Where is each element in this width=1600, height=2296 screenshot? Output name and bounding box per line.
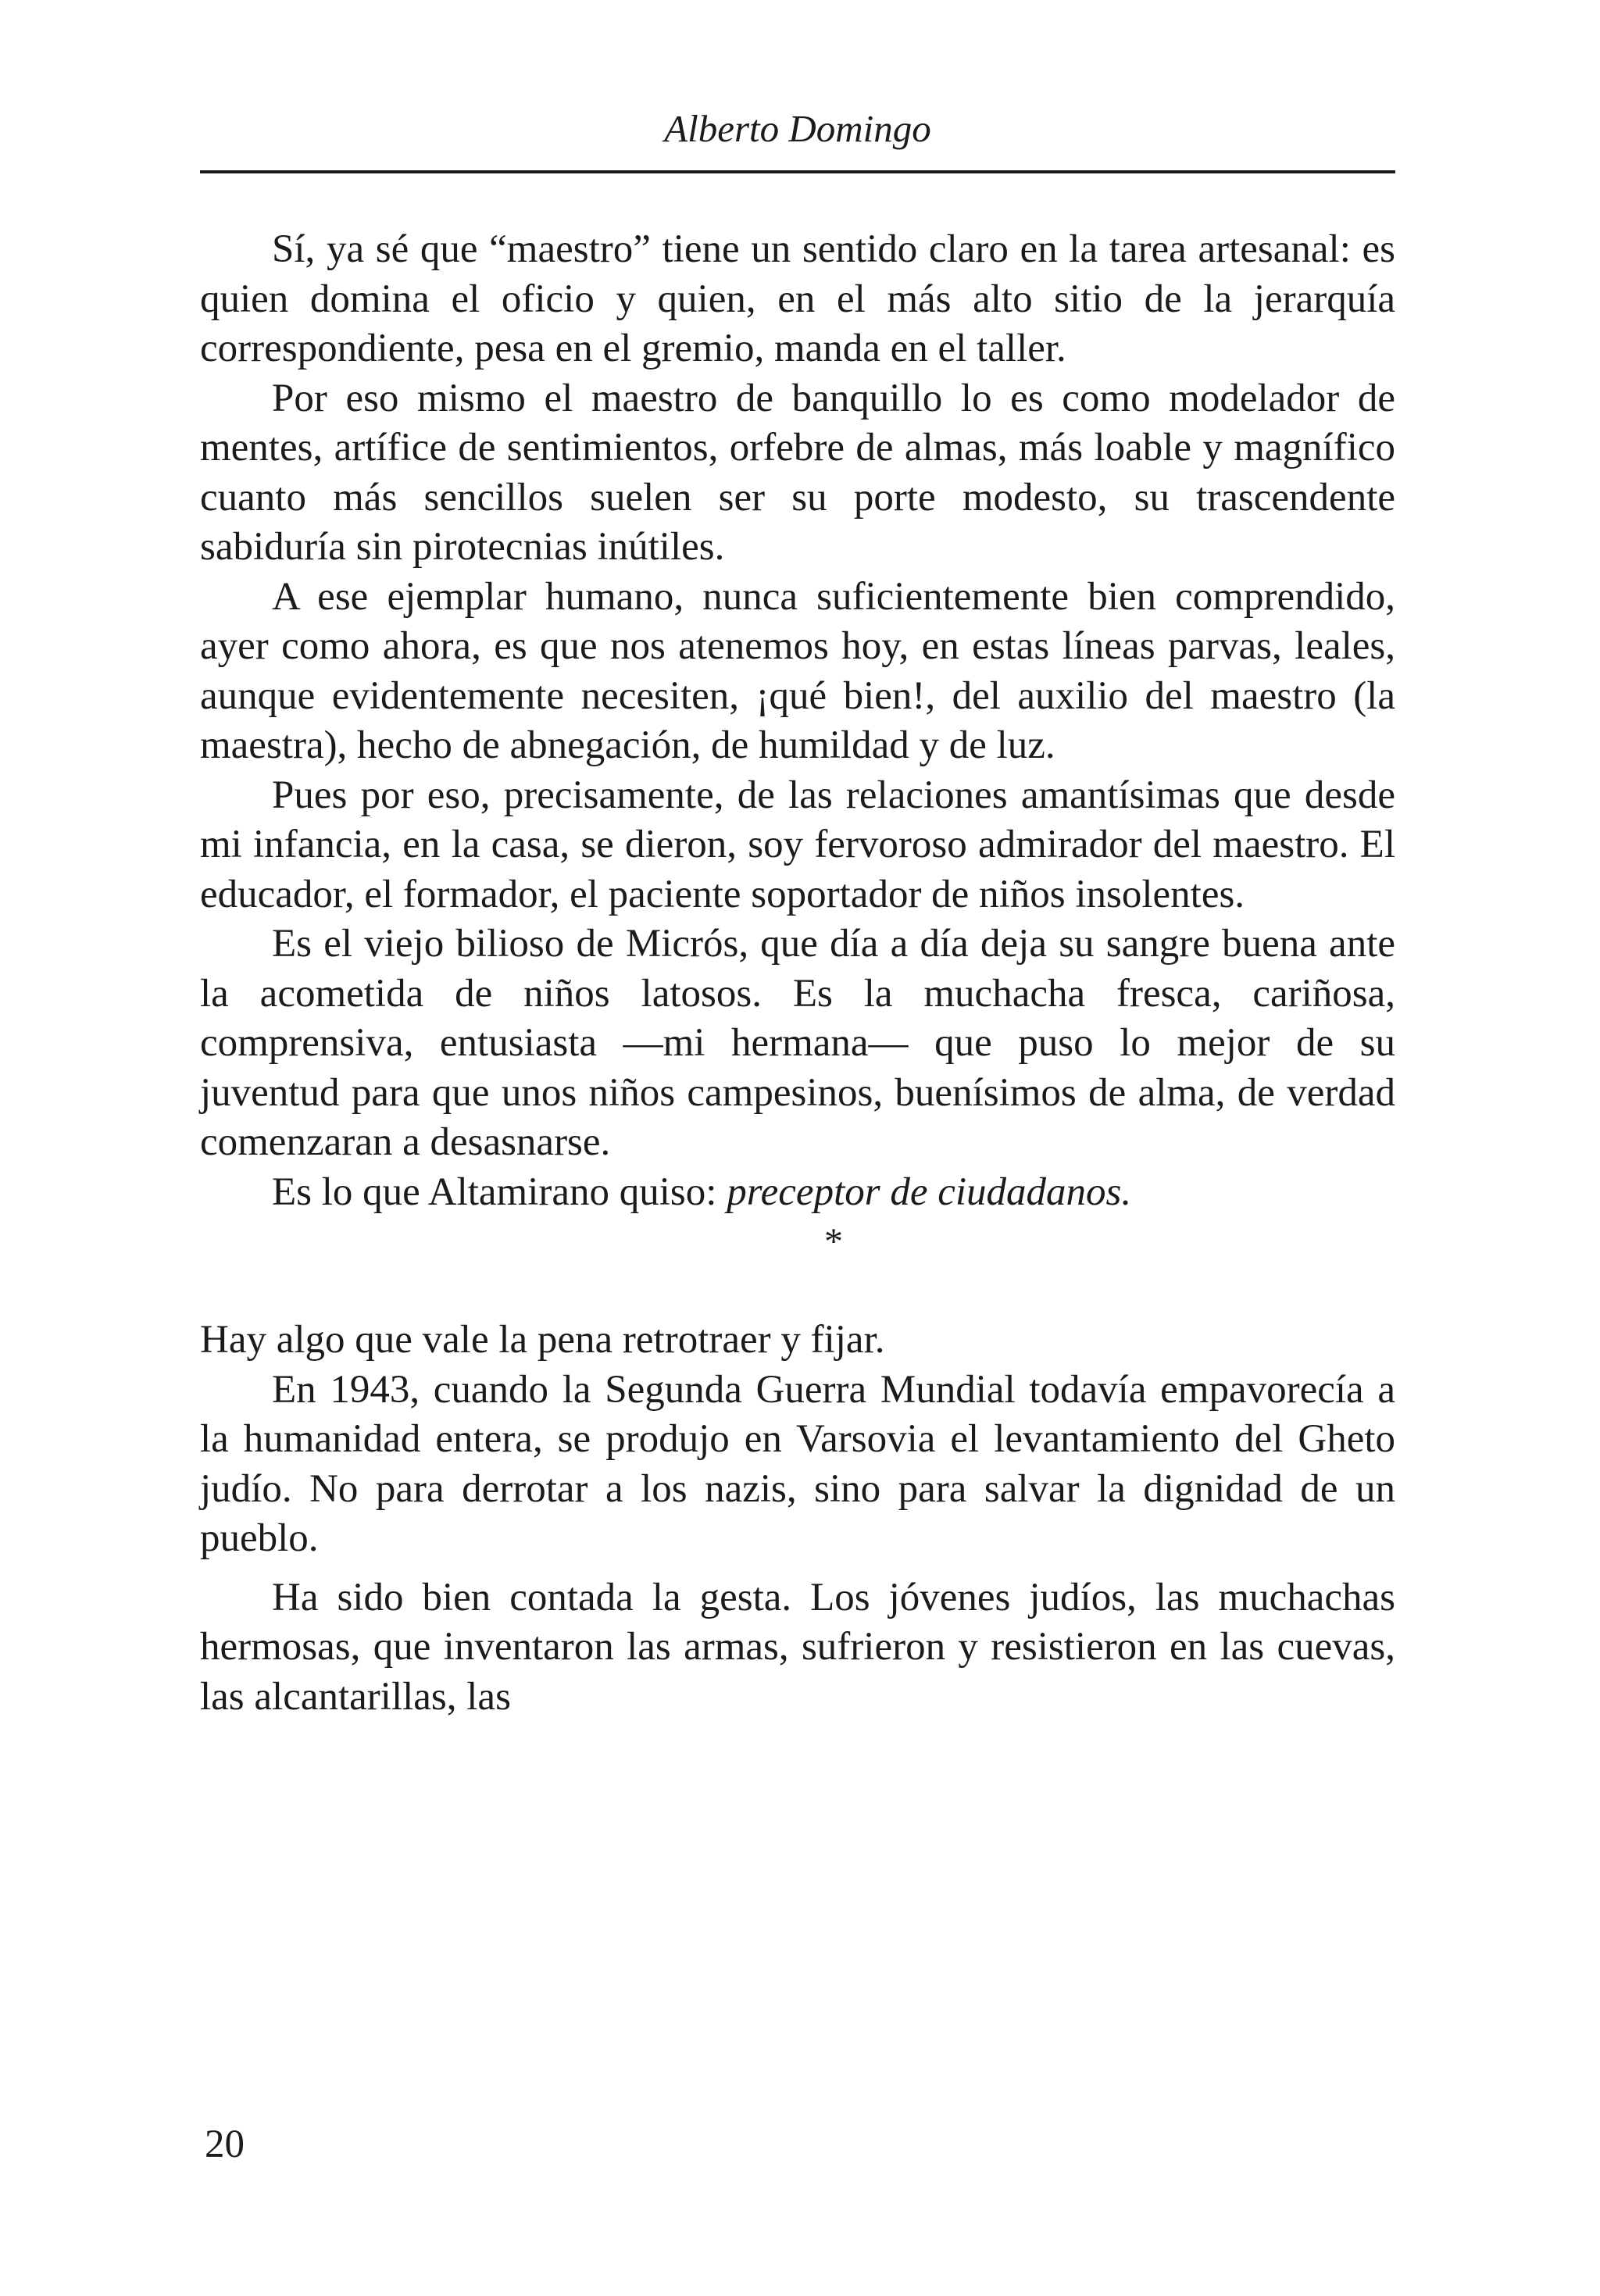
page-number: 20 (205, 2123, 245, 2166)
paragraph-3: A ese ejemplar humano, nunca suficientemente bien comprendido, ayer como ahora, es que nos atenemos hoy, en estas líneas parvas, leales, aunque evidentemente necesiten, ¡qué bien!, del auxilio del maestro (la maestra), hecho de abnegación, de humildad y de luz. (200, 574, 1395, 767)
paragraph-6 (200, 1168, 1395, 1218)
paragraph-8: En 1943, cuando la Segunda Guerra Mundial todavía empavorecía a la humanidad entera, se produjo en Varsovia el levantamiento del Gheto judío. No para derrotar a los nazis, sino para salvar la dignidad de un pueblo. (200, 1367, 1395, 1560)
paragraph-4: Pues por eso, precisamente, de las relaciones amantísimas que desde mi infancia, en la casa, se dieron, soy fervoroso admirador del maestro. El educador, el formador, el paciente soportador de niños insolentes. (200, 773, 1395, 916)
paragraph-1: Sí, ya sé que “maestro” tiene un sentido claro en la tarea artesanal: es quien domina el oficio y quien, en el más alto sitio de la jerarquía correspondiente, pesa en el gremio, manda en el taller. (200, 227, 1395, 370)
header-rule (200, 170, 1395, 173)
body-text (200, 225, 1395, 1722)
section-gap (200, 1267, 1395, 1316)
paragraph-9: Ha sido bien contada la gesta. Los jóvenes judíos, las muchachas hermosas, que inventaron las armas, sufrieron y resistieron en las cuevas, las alcantarillas, las (200, 1575, 1395, 1719)
paragraph-7: Hay algo que vale la pena retrotraer y fijar. (200, 1318, 885, 1362)
running-head: Alberto Domingo (664, 107, 931, 150)
paragraph-2: Por eso mismo el maestro de banquillo lo es como modelador de mentes, artífice de sentimientos, orfebre de almas, más loable y magnífico cuanto más sencillos suelen ser su porte modesto, su trascendente sabiduría sin pirotecnias inútiles. (200, 376, 1395, 569)
paragraph-6-italic: preceptor de ciudadanos. (727, 1169, 1132, 1214)
paragraph-6-text: Es lo que Altamirano quiso: (272, 1169, 727, 1214)
section-separator: * (824, 1221, 843, 1262)
paragraph-5: Es el viejo bilioso de Micrós, que día a día deja su sangre buena ante la acometida de niños latosos. Es la muchacha fresca, cariñosa, comprensiva, entusiasta —mi hermana— que puso lo mejor de su juventud para que unos niños campesinos, buenísimos de alma, de verdad comenzaran a desasnarse. (200, 922, 1395, 1164)
